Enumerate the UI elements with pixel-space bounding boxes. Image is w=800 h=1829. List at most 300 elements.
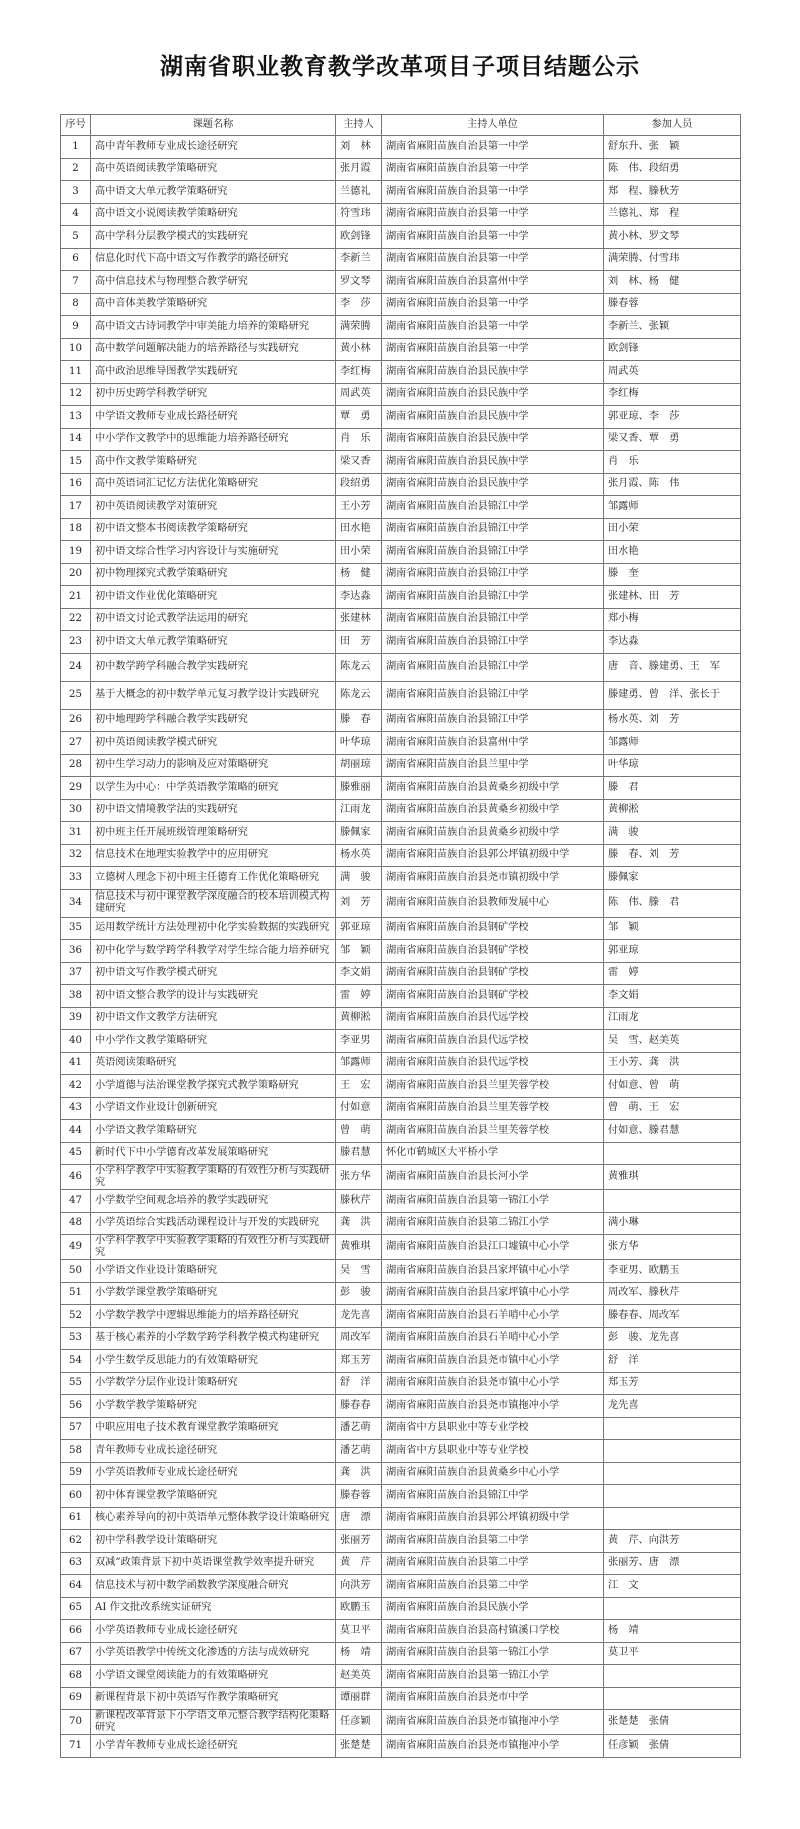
row-unit: 湖南省麻阳苗族自治县黄桑乡中心小学 <box>382 1462 604 1485</box>
row-no: 27 <box>61 732 91 755</box>
row-members: 黄小林、罗文琴 <box>604 226 741 249</box>
table-row <box>61 917 741 940</box>
row-no: 57 <box>61 1417 91 1440</box>
row-unit: 湖南省麻阳苗族自治县民族中学 <box>382 361 604 384</box>
row-members <box>604 1462 741 1485</box>
row-leader: 王小芳 <box>336 496 382 519</box>
row-topic: 信息化时代下高中语文写作教学的路径研究 <box>91 248 336 271</box>
row-no: 68 <box>61 1665 91 1688</box>
table-row <box>61 203 741 226</box>
table-row <box>61 338 741 361</box>
row-unit: 湖南省麻阳苗族自治县兰里中学 <box>382 754 604 777</box>
row-leader: 黄小林 <box>336 338 382 361</box>
row-topic: 小学道德与法治课堂教学探究式教学策略研究 <box>91 1075 336 1098</box>
row-unit: 湖南省麻阳苗族自治县第二中学 <box>382 1552 604 1575</box>
row-members: 周改军、滕秋芹 <box>604 1282 741 1305</box>
header-members: 参加人员 <box>604 115 741 136</box>
row-unit: 湖南省麻阳苗族自治县锦江中学 <box>382 709 604 732</box>
project-table <box>60 114 741 1758</box>
row-members: 张方华 <box>604 1235 741 1260</box>
table-body <box>61 136 741 1758</box>
row-leader: 兰德礼 <box>336 181 382 204</box>
row-topic: 信息技术在地理实验教学中的应用研究 <box>91 844 336 867</box>
row-members: 莫卫平 <box>604 1642 741 1665</box>
row-leader: 滕 春 <box>336 709 382 732</box>
row-unit: 湖南省麻阳苗族自治县锦江中学 <box>382 631 604 654</box>
row-leader: 黄 芹 <box>336 1552 382 1575</box>
row-members: 付如意、曾 萌 <box>604 1075 741 1098</box>
row-unit: 湖南省麻阳苗族自治县黄桑乡初级中学 <box>382 799 604 822</box>
row-members: 杨水英、刘 芳 <box>604 709 741 732</box>
row-members: 江 文 <box>604 1575 741 1598</box>
row-leader: 张楚楚 <box>336 1735 382 1758</box>
row-topic: 初中物理探究式教学策略研究 <box>91 563 336 586</box>
row-no: 66 <box>61 1620 91 1643</box>
row-topic: 中学语文教师专业成长路径研究 <box>91 406 336 429</box>
table-row <box>61 563 741 586</box>
row-no: 21 <box>61 586 91 609</box>
row-unit: 湖南省麻阳苗族自治县第一中学 <box>382 203 604 226</box>
row-unit: 湖南省麻阳苗族自治县郭公坪镇初级中学 <box>382 844 604 867</box>
row-topic: 小学语文作业设计策略研究 <box>91 1260 336 1283</box>
row-members: 郑玉芳 <box>604 1372 741 1395</box>
row-leader: 周武英 <box>336 383 382 406</box>
row-leader: 杨 靖 <box>336 1642 382 1665</box>
table-row <box>61 316 741 339</box>
row-no: 32 <box>61 844 91 867</box>
row-members: 欧剑锋 <box>604 338 741 361</box>
row-members: 张楚楚 张倩 <box>604 1710 741 1735</box>
row-no: 59 <box>61 1462 91 1485</box>
table-row <box>61 496 741 519</box>
table-row <box>61 844 741 867</box>
row-leader: 段绍勇 <box>336 473 382 496</box>
row-topic: 初中语文综合性学习内容设计与实施研究 <box>91 541 336 564</box>
table-row <box>61 1530 741 1553</box>
row-unit: 怀化市鹤城区大平桥小学 <box>382 1142 604 1165</box>
row-unit: 湖南省麻阳苗族自治县钢矿学校 <box>382 962 604 985</box>
row-unit: 湖南省麻阳苗族自治县民族中学 <box>382 428 604 451</box>
row-unit: 湖南省麻阳苗族自治县黄桑乡初级中学 <box>382 822 604 845</box>
row-unit: 湖南省麻阳苗族自治县黄桑乡初级中学 <box>382 777 604 800</box>
row-unit: 湖南省麻阳苗族自治县长河小学 <box>382 1165 604 1190</box>
row-unit: 湖南省麻阳苗族自治县锦江中学 <box>382 608 604 631</box>
row-leader: 龚 洪 <box>336 1462 382 1485</box>
row-topic: 小学科学教学中实验教学策略的有效性分析与实践研究 <box>91 1235 336 1260</box>
row-members: 陈 伟、滕 君 <box>604 889 741 917</box>
row-topic: 初中语文情境教学法的实践研究 <box>91 799 336 822</box>
row-members <box>604 1485 741 1508</box>
row-members: 滕春春、周改军 <box>604 1305 741 1328</box>
table-row <box>61 822 741 845</box>
table-row <box>61 1165 741 1190</box>
row-topic: 新课程背景下初中英语写作教学策略研究 <box>91 1687 336 1710</box>
row-no: 46 <box>61 1165 91 1190</box>
row-members: 滕 春、刘 芳 <box>604 844 741 867</box>
row-members: 田小荣 <box>604 518 741 541</box>
row-no: 12 <box>61 383 91 406</box>
row-topic: 小学英语教师专业成长途径研究 <box>91 1462 336 1485</box>
row-leader: 黄柳淞 <box>336 1007 382 1030</box>
row-unit: 湖南省麻阳苗族自治县尧市镇拖冲小学 <box>382 1735 604 1758</box>
row-leader: 李 莎 <box>336 293 382 316</box>
row-members: 李文娟 <box>604 985 741 1008</box>
row-no: 6 <box>61 248 91 271</box>
table-row <box>61 1665 741 1688</box>
row-members: 滕佩家 <box>604 867 741 890</box>
row-unit: 湖南省麻阳苗族自治县富州中学 <box>382 732 604 755</box>
row-unit: 湖南省麻阳苗族自治县第一中学 <box>382 226 604 249</box>
row-no: 56 <box>61 1395 91 1418</box>
row-leader: 陈龙云 <box>336 681 382 709</box>
row-unit: 湖南省麻阳苗族自治县民族中学 <box>382 451 604 474</box>
row-topic: 小学英语综合实践活动课程设计与开发的实践研究 <box>91 1212 336 1235</box>
row-unit: 湖南省麻阳苗族自治县民族中学 <box>382 473 604 496</box>
row-unit: 湖南省麻阳苗族自治县钢矿学校 <box>382 940 604 963</box>
row-topic: 高中作文教学策略研究 <box>91 451 336 474</box>
row-leader: 李文娟 <box>336 962 382 985</box>
table-row <box>61 586 741 609</box>
table-row <box>61 1597 741 1620</box>
row-unit: 湖南省麻阳苗族自治县钢矿学校 <box>382 985 604 1008</box>
row-no: 29 <box>61 777 91 800</box>
row-topic: 中小学作文教学策略研究 <box>91 1030 336 1053</box>
row-leader: 王 宏 <box>336 1075 382 1098</box>
row-unit: 湖南省麻阳苗族自治县第一锦江小学 <box>382 1642 604 1665</box>
row-unit: 湖南省麻阳苗族自治县第一中学 <box>382 136 604 159</box>
table-row <box>61 1620 741 1643</box>
row-topic: 青年教师专业成长途径研究 <box>91 1440 336 1463</box>
row-unit: 湖南省麻阳苗族自治县石羊哨中心小学 <box>382 1305 604 1328</box>
row-topic: 高中政治思维导图教学实践研究 <box>91 361 336 384</box>
row-leader: 邹露师 <box>336 1052 382 1075</box>
row-no: 43 <box>61 1097 91 1120</box>
table-row <box>61 799 741 822</box>
table-row <box>61 1075 741 1098</box>
row-topic: 小学生数学反思能力的有效策略研究 <box>91 1350 336 1373</box>
row-unit: 湖南省中方县职业中等专业学校 <box>382 1417 604 1440</box>
header-topic: 课题名称 <box>91 115 336 136</box>
table-row <box>61 1235 741 1260</box>
row-members: 江雨龙 <box>604 1007 741 1030</box>
row-no: 53 <box>61 1327 91 1350</box>
row-members <box>604 1665 741 1688</box>
row-no: 35 <box>61 917 91 940</box>
row-members: 张丽芳、唐 漂 <box>604 1552 741 1575</box>
row-members: 唐 音、滕建勇、王 军 <box>604 653 741 681</box>
table-row <box>61 293 741 316</box>
row-topic: 双减”政策背景下初中英语课堂教学效率提升研究 <box>91 1552 336 1575</box>
row-no: 62 <box>61 1530 91 1553</box>
row-no: 10 <box>61 338 91 361</box>
table-row <box>61 1575 741 1598</box>
row-topic: 高中语文古诗词教学中审美能力培养的策略研究 <box>91 316 336 339</box>
row-members: 王小芳、龚 洪 <box>604 1052 741 1075</box>
row-no: 25 <box>61 681 91 709</box>
row-leader: 李亚男 <box>336 1030 382 1053</box>
row-no: 44 <box>61 1120 91 1143</box>
row-no: 58 <box>61 1440 91 1463</box>
row-leader: 曾 萌 <box>336 1120 382 1143</box>
row-leader: 罗文琴 <box>336 271 382 294</box>
table-row <box>61 451 741 474</box>
row-leader: 胡丽琼 <box>336 754 382 777</box>
row-no: 15 <box>61 451 91 474</box>
table-row <box>61 1485 741 1508</box>
row-members: 邹露师 <box>604 732 741 755</box>
table-row <box>61 1417 741 1440</box>
row-members: 滕 君 <box>604 777 741 800</box>
row-leader: 滕雅丽 <box>336 777 382 800</box>
row-leader: 雷 婷 <box>336 985 382 1008</box>
row-unit: 湖南省麻阳苗族自治县教师发展中心 <box>382 889 604 917</box>
row-no: 30 <box>61 799 91 822</box>
table-row <box>61 681 741 709</box>
row-leader: 舒 洋 <box>336 1372 382 1395</box>
row-unit: 湖南省麻阳苗族自治县锦江中学 <box>382 653 604 681</box>
row-unit: 湖南省麻阳苗族自治县江口墟镇中心小学 <box>382 1235 604 1260</box>
row-no: 69 <box>61 1687 91 1710</box>
row-unit: 湖南省麻阳苗族自治县锦江中学 <box>382 518 604 541</box>
row-topic: 初中地理跨学科融合教学实践研究 <box>91 709 336 732</box>
row-unit: 湖南省麻阳苗族自治县第二中学 <box>382 1575 604 1598</box>
row-topic: 初中班主任开展班级管理策略研究 <box>91 822 336 845</box>
row-no: 5 <box>61 226 91 249</box>
row-leader: 龚 洪 <box>336 1212 382 1235</box>
row-unit: 湖南省麻阳苗族自治县第二锦江小学 <box>382 1212 604 1235</box>
row-no: 40 <box>61 1030 91 1053</box>
table-row <box>61 631 741 654</box>
row-members <box>604 1687 741 1710</box>
row-unit: 湖南省麻阳苗族自治县代远学校 <box>382 1030 604 1053</box>
row-no: 50 <box>61 1260 91 1283</box>
row-no: 4 <box>61 203 91 226</box>
row-no: 71 <box>61 1735 91 1758</box>
row-no: 11 <box>61 361 91 384</box>
row-leader: 杨 健 <box>336 563 382 586</box>
row-members <box>604 1142 741 1165</box>
row-leader: 郑玉芳 <box>336 1350 382 1373</box>
row-unit: 湖南省麻阳苗族自治县锦江中学 <box>382 1485 604 1508</box>
header-no: 序号 <box>61 115 91 136</box>
table-row <box>61 1350 741 1373</box>
row-leader: 郭亚琼 <box>336 917 382 940</box>
table-row <box>61 271 741 294</box>
row-no: 2 <box>61 158 91 181</box>
table-row <box>61 867 741 890</box>
row-members: 任彦颖 张倩 <box>604 1735 741 1758</box>
row-no: 14 <box>61 428 91 451</box>
row-topic: 初中学科教学设计策略研究 <box>91 1530 336 1553</box>
row-leader: 张月霞 <box>336 158 382 181</box>
row-topic: 新时代下中小学德育改革发展策略研究 <box>91 1142 336 1165</box>
row-members <box>604 1190 741 1213</box>
row-members: 杨 靖 <box>604 1620 741 1643</box>
row-no: 20 <box>61 563 91 586</box>
row-topic: 小学科学教学中实验教学策略的有效性分析与实践研究 <box>91 1165 336 1190</box>
row-leader: 滕春春 <box>336 1395 382 1418</box>
row-topic: 初中英语阅读教学对策研究 <box>91 496 336 519</box>
row-leader: 张建林 <box>336 608 382 631</box>
row-members: 滕春蓉 <box>604 293 741 316</box>
row-unit: 湖南省麻阳苗族自治县尧市镇中心小学 <box>382 1372 604 1395</box>
row-unit: 湖南省麻阳苗族自治县民族中学 <box>382 383 604 406</box>
row-members: 李亚男、欧鹏玉 <box>604 1260 741 1283</box>
row-leader: 梁又香 <box>336 451 382 474</box>
table-row <box>61 383 741 406</box>
table-row <box>61 1507 741 1530</box>
row-leader: 满荣腾 <box>336 316 382 339</box>
table-row <box>61 1007 741 1030</box>
row-topic: 高中数学问题解决能力的培养路径与实践研究 <box>91 338 336 361</box>
row-no: 17 <box>61 496 91 519</box>
table-row <box>61 940 741 963</box>
row-topic: 运用数学统计方法处理初中化学实验数据的实践研究 <box>91 917 336 940</box>
row-topic: 高中英语词汇记忆方法优化策略研究 <box>91 473 336 496</box>
row-leader: 龙先喜 <box>336 1305 382 1328</box>
row-no: 65 <box>61 1597 91 1620</box>
row-unit: 湖南省麻阳苗族自治县第一中学 <box>382 338 604 361</box>
row-members <box>604 1597 741 1620</box>
row-no: 1 <box>61 136 91 159</box>
row-topic: 初中语文讨论式教学法运用的研究 <box>91 608 336 631</box>
row-topic: 高中语文小说阅读教学策略研究 <box>91 203 336 226</box>
row-members: 陈 伟、段绍勇 <box>604 158 741 181</box>
row-unit: 湖南省麻阳苗族自治县第一中学 <box>382 248 604 271</box>
table-row <box>61 985 741 1008</box>
row-members: 郭亚琼 <box>604 940 741 963</box>
row-members: 满小琳 <box>604 1212 741 1235</box>
table-row <box>61 248 741 271</box>
row-leader: 付如意 <box>336 1097 382 1120</box>
table-row <box>61 1282 741 1305</box>
row-topic: 小学青年教师专业成长途径研究 <box>91 1735 336 1758</box>
row-topic: 小学数学课堂教学策略研究 <box>91 1282 336 1305</box>
row-topic: 新课程改革背景下小学语文单元整合教学结构化策略研究 <box>91 1710 336 1735</box>
row-no: 3 <box>61 181 91 204</box>
row-unit: 湖南省麻阳苗族自治县锦江中学 <box>382 681 604 709</box>
row-leader: 潘艺萌 <box>336 1417 382 1440</box>
row-topic: 小学英语教师专业成长途径研究 <box>91 1620 336 1643</box>
row-topic: 初中语文作业优化策略研究 <box>91 586 336 609</box>
table-row <box>61 1440 741 1463</box>
row-no: 67 <box>61 1642 91 1665</box>
row-members: 黄 芹、向洪芳 <box>604 1530 741 1553</box>
row-leader: 邹 颖 <box>336 940 382 963</box>
row-leader: 黄雅琪 <box>336 1235 382 1260</box>
row-no: 51 <box>61 1282 91 1305</box>
row-members: 满荣腾、付雪玮 <box>604 248 741 271</box>
row-unit: 湖南省麻阳苗族自治县锦江中学 <box>382 586 604 609</box>
row-members: 兰德礼、郑 程 <box>604 203 741 226</box>
row-no: 9 <box>61 316 91 339</box>
row-leader: 肖 乐 <box>336 428 382 451</box>
row-no: 36 <box>61 940 91 963</box>
row-topic: 中小学作文教学中的思维能力培养路径研究 <box>91 428 336 451</box>
row-topic: 英语阅读策略研究 <box>91 1052 336 1075</box>
row-leader: 唐 漂 <box>336 1507 382 1530</box>
row-unit: 湖南省麻阳苗族自治县民族中学 <box>382 406 604 429</box>
row-unit: 湖南省麻阳苗族自治县第二中学 <box>382 1530 604 1553</box>
row-unit: 湖南省麻阳苗族自治县尧市镇拖冲小学 <box>382 1710 604 1735</box>
row-unit: 湖南省麻阳苗族自治县第一中学 <box>382 158 604 181</box>
row-topic: 小学数学教学中逻辑思维能力的培养路径研究 <box>91 1305 336 1328</box>
row-leader: 彭 骏 <box>336 1282 382 1305</box>
table-row <box>61 1710 741 1735</box>
row-leader: 刘 林 <box>336 136 382 159</box>
row-members <box>604 1417 741 1440</box>
row-topic: 初中语文写作教学模式研究 <box>91 962 336 985</box>
row-unit: 湖南省麻阳苗族自治县民族小学 <box>382 1597 604 1620</box>
row-members: 舒东升、张 颖 <box>604 136 741 159</box>
table-row <box>61 1395 741 1418</box>
row-topic: 小学数学教学策略研究 <box>91 1395 336 1418</box>
row-topic: 初中数学跨学科融合教学实践研究 <box>91 653 336 681</box>
header-unit: 主持人单位 <box>382 115 604 136</box>
table-row <box>61 777 741 800</box>
row-no: 23 <box>61 631 91 654</box>
row-no: 64 <box>61 1575 91 1598</box>
row-unit: 湖南省麻阳苗族自治县高村镇溪口学校 <box>382 1620 604 1643</box>
table-row <box>61 1212 741 1235</box>
row-unit: 湖南省麻阳苗族自治县第一锦江小学 <box>382 1190 604 1213</box>
table-header-row <box>61 115 741 136</box>
row-leader: 叶华琼 <box>336 732 382 755</box>
row-topic: 基于核心素养的小学数学跨学科教学模式构建研究 <box>91 1327 336 1350</box>
row-unit: 湖南省麻阳苗族自治县第一中学 <box>382 316 604 339</box>
row-leader: 欧剑锋 <box>336 226 382 249</box>
row-leader: 潘艺萌 <box>336 1440 382 1463</box>
row-no: 26 <box>61 709 91 732</box>
row-members: 滕 奎 <box>604 563 741 586</box>
row-leader: 杨水英 <box>336 844 382 867</box>
row-leader: 李新兰 <box>336 248 382 271</box>
row-no: 37 <box>61 962 91 985</box>
table-row <box>61 1190 741 1213</box>
table-row <box>61 653 741 681</box>
row-members: 李达淼 <box>604 631 741 654</box>
row-leader: 满 骏 <box>336 867 382 890</box>
table-row <box>61 889 741 917</box>
row-topic: 基于大概念的初中数学单元复习教学设计实践研究 <box>91 681 336 709</box>
row-unit: 湖南省麻阳苗族自治县兰里芙蓉学校 <box>382 1097 604 1120</box>
row-topic: 初中语文大单元教学策略研究 <box>91 631 336 654</box>
row-topic: 小学英语教学中传统文化渗透的方法与成效研究 <box>91 1642 336 1665</box>
table-row <box>61 473 741 496</box>
row-no: 63 <box>61 1552 91 1575</box>
row-no: 55 <box>61 1372 91 1395</box>
row-members <box>604 1507 741 1530</box>
row-no: 22 <box>61 608 91 631</box>
row-unit: 湖南省麻阳苗族自治县第一锦江小学 <box>382 1665 604 1688</box>
row-topic: 小学语文作业设计创新研究 <box>91 1097 336 1120</box>
table-row <box>61 226 741 249</box>
row-members: 满 骏 <box>604 822 741 845</box>
row-unit: 湖南省麻阳苗族自治县富州中学 <box>382 271 604 294</box>
row-leader: 张丽芳 <box>336 1530 382 1553</box>
row-leader: 江雨龙 <box>336 799 382 822</box>
table-row <box>61 1097 741 1120</box>
row-no: 52 <box>61 1305 91 1328</box>
table-row <box>61 1120 741 1143</box>
row-topic: 信息技术与初中课堂教学深度融合的校本培训模式构建研究 <box>91 889 336 917</box>
row-topic: 初中生学习动力的影响及应对策略研究 <box>91 754 336 777</box>
row-topic: 初中化学与数学跨学科教学对学生综合能力培养研究 <box>91 940 336 963</box>
row-no: 34 <box>61 889 91 917</box>
table-row <box>61 428 741 451</box>
row-topic: 以学生为中心：中学英语教学策略的研究 <box>91 777 336 800</box>
row-leader: 赵美英 <box>336 1665 382 1688</box>
